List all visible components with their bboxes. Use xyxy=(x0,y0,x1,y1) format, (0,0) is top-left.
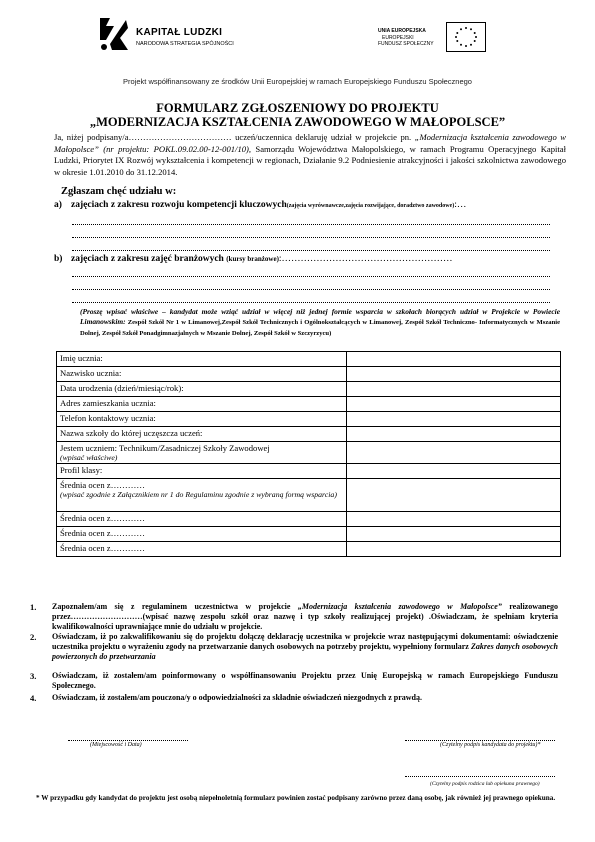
logo-subtitle: NARODOWA STRATEGIA SPÓJNOŚCI xyxy=(136,41,234,47)
row-label-cell xyxy=(57,382,347,397)
row-label: Jestem uczniem: Technikum/Zasadniczej Szkoły Zawodowej xyxy=(60,443,270,453)
place-date-label: (Miejscowość i Data) xyxy=(90,742,142,748)
row-label-cell xyxy=(57,527,347,542)
option-b-text: zajęciach z zakresu zajęć branżowych xyxy=(71,254,224,264)
option-a-text: zajęciach z zakresu rozwoju kompetencji kluczowych xyxy=(71,200,287,210)
row-value-cell[interactable] xyxy=(347,382,561,397)
row-value-cell[interactable] xyxy=(347,464,561,479)
row-label: Średnia ocen z………… xyxy=(60,513,145,523)
project-title: „MODERNIZACJA KSZTAŁCENIA ZAWODOWEGO W MAŁOPOLSCE” xyxy=(89,115,506,129)
cofinance-line: Projekt współfinansowany ze środków Unii Europejskiej w ramach Europejskiego Funduszu Społecznego xyxy=(123,77,472,86)
row-label-cell xyxy=(57,464,347,479)
parent-signature-label: (Czytelny podpis rodzica lub opiekuna prawnego) xyxy=(430,781,540,787)
candidate-signature-label: (Czytelny podpis kandydata do projektu)* xyxy=(440,742,541,748)
row-value-cell[interactable] xyxy=(347,442,561,464)
row-label-cell xyxy=(57,352,347,367)
option-b-tail: :……………………………………………… xyxy=(278,254,453,264)
declaration-number: 4. xyxy=(30,693,37,703)
declaration-number: 3. xyxy=(30,671,37,681)
table-row xyxy=(57,412,561,427)
row-label: Nazwa szkoły do której uczęszcza uczeń: xyxy=(60,428,203,438)
declaration-bold: Zapoznałem/am się z regulaminem uczestnictwa w projekcie xyxy=(52,602,291,611)
row-label: Średnia ocen z………… xyxy=(60,528,145,538)
option-a-lines[interactable] xyxy=(72,214,550,251)
row-label: Telefon kontaktowy ucznia: xyxy=(60,413,156,423)
table-row xyxy=(57,464,561,479)
declaration-bold: Oświadczam, iż po zakwalifikowaniu się do projektu dołączę deklarację uczestnika w projekcie wraz następującymi dokumentami: oświadczenie uczestnika projektu o wyrażeniu zgody na przetwarzanie danych osobowych na potrzeby projektu, wypełniony formularz xyxy=(52,632,558,651)
row-label: Profil klasy: xyxy=(60,465,103,475)
table-row xyxy=(57,427,561,442)
table-row xyxy=(57,542,561,557)
row-label: Imię ucznia: xyxy=(60,353,103,363)
table-row xyxy=(57,527,561,542)
row-value-cell[interactable] xyxy=(347,479,561,512)
row-label-cell xyxy=(57,512,347,527)
note-schools: Zespół Szkół Nr 1 w Limanowej,Zespół Szkół Technicznych i Ogólnokształcących w Limanowej, Zespół Szkół Techniczno- Informatycznych w Mszanie Dolnej, Zespół Szkół Ponadgimnazjalnych w Mszanie Dolnej, Zespół Szkół w Szczyrzycu) xyxy=(80,319,560,337)
place-date-line[interactable] xyxy=(68,732,188,741)
declaration-bold: Oświadczam, iż zostałem/am poinformowany o współfinansowaniu Projektu przez Unię Europejską w ramach Europejskiego Funduszu Społecznego. xyxy=(52,671,558,690)
form-title: FORMULARZ ZGŁOSZENIOWY DO PROJEKTU xyxy=(156,101,439,115)
intro-text-1: Ja, niżej podpisany/a……………………………… uczeń/uczennica deklaruję udział w projekcie pn. xyxy=(54,132,415,142)
row-label-cell xyxy=(57,397,347,412)
row-value-cell[interactable] xyxy=(347,512,561,527)
option-b-lines[interactable] xyxy=(72,266,550,303)
declaration-text xyxy=(52,671,558,691)
eu-line3: FUNDUSZ SPOŁECZNY xyxy=(378,41,434,47)
declaration-text xyxy=(52,602,558,632)
footnote: * W przypadku gdy kandydat do projektu jest osobą niepełnoletnią formularz powinien zostać podpisany zarówno przez daną osobę, jak również jej prawnego opiekuna. xyxy=(36,794,556,802)
row-label: Adres zamieszkania ucznia: xyxy=(60,398,156,408)
intro-project-number: (nr projektu: POKL.09.02.00-12-001/10), xyxy=(98,143,252,154)
option-b-detail: (kursy branżowe) xyxy=(226,255,279,263)
option-b-letter: b) xyxy=(54,254,63,264)
table-row xyxy=(57,367,561,382)
option-a-tail: :… xyxy=(454,200,467,210)
row-value-cell[interactable] xyxy=(347,352,561,367)
eu-line1: UNIA EUROPEJSKA xyxy=(378,28,426,34)
row-label-cell xyxy=(57,412,347,427)
parent-signature-line[interactable] xyxy=(405,768,555,777)
declare-heading: Zgłaszam chęć udziału w: xyxy=(61,186,177,197)
row-sublabel: (wpisać zgodnie z Załącznikiem nr 1 do Regulaminu zgodnie z wybraną formą wsparcia) xyxy=(60,490,337,499)
row-value-cell[interactable] xyxy=(347,427,561,442)
row-label-cell xyxy=(57,427,347,442)
row-label-cell xyxy=(57,542,347,557)
eu-logo xyxy=(378,20,488,56)
declaration-number: 2. xyxy=(30,632,37,642)
eu-line2: EUROPEJSKI xyxy=(382,35,414,41)
table-row xyxy=(57,479,561,512)
kapital-ludzki-emblem-icon xyxy=(96,14,132,54)
row-label: Średnia ocen z………… xyxy=(60,480,145,490)
declaration-italic: „Modernizacja kształcenia zawodowego w Małopolsce” xyxy=(290,602,502,611)
row-label: Średnia ocen z………… xyxy=(60,543,145,553)
table-row xyxy=(57,442,561,464)
row-sublabel: (wpisać właściwe) xyxy=(60,453,118,462)
table-row xyxy=(57,352,561,367)
declaration-text xyxy=(52,632,558,662)
row-label: Data urodzenia (dzień/miesiąc/rok): xyxy=(60,383,184,393)
row-label: Nazwisko ucznia: xyxy=(60,368,122,378)
declaration-text xyxy=(52,693,558,703)
row-value-cell[interactable] xyxy=(347,397,561,412)
declaration-italic: Zakres danych osobowych powierzonych do przetwarzania xyxy=(52,642,558,661)
row-value-cell[interactable] xyxy=(347,367,561,382)
candidate-signature-line[interactable] xyxy=(405,732,555,741)
intro-project-name: „Modernizacja kształcenia zawodowego w Małopolsce” xyxy=(54,132,566,154)
note-paragraph xyxy=(80,307,560,339)
note-italic: (Proszę wpisać właściwe – kandydat może wziąć udział w więcej niż jednej formie wsparcia w szkołach biorących udział w Projekcie w Powiecie Limanowskim: xyxy=(80,307,560,326)
table-row xyxy=(57,512,561,527)
intro-text-3: Samorządu Województwa Małopolskiego, w ramach Programu Operacyjnego Kapitał Ludzki, Priorytet IX Rozwój wykształcenia i kompetencji w regionach, Działanie 9.2 Podniesienie atrakcyjności i jakości szkolnictwa zawodowego w okresie 1.01.2010 do 31.12.2014. xyxy=(54,143,566,177)
candidate-data-table xyxy=(56,351,561,557)
intro-paragraph xyxy=(54,132,566,178)
row-value-cell[interactable] xyxy=(347,527,561,542)
row-label-cell xyxy=(57,479,347,512)
declaration-bold: Oświadczam, iż zostałem/am pouczona/y o odpowiedzialności za składnie oświadczeń niezgodnych z prawdą. xyxy=(52,693,422,702)
row-value-cell[interactable] xyxy=(347,542,561,557)
table-row xyxy=(57,397,561,412)
row-value-cell[interactable] xyxy=(347,412,561,427)
declaration-number: 1. xyxy=(30,602,37,612)
option-a-letter: a) xyxy=(54,200,62,210)
eu-flag-icon xyxy=(446,22,486,52)
kapital-ludzki-logo xyxy=(96,14,246,56)
option-a-detail: (zajęcia wyrównawcze,zajęcia rozwijające, doradztwo zawodowe) xyxy=(286,203,455,209)
logo-title: KAPITAŁ LUDZKI xyxy=(136,27,223,38)
declaration-rest: realizowanego przez………………………(wpisać nazwę zespołu szkół oraz nazwę i typ szkoły realizującej projekt) .Oświadczam, że spełniam kryteria kwalifikowalności uprawniające mnie do udziału w projekcie. xyxy=(52,602,559,631)
row-label-cell xyxy=(57,442,347,464)
table-row xyxy=(57,382,561,397)
row-label-cell xyxy=(57,367,347,382)
